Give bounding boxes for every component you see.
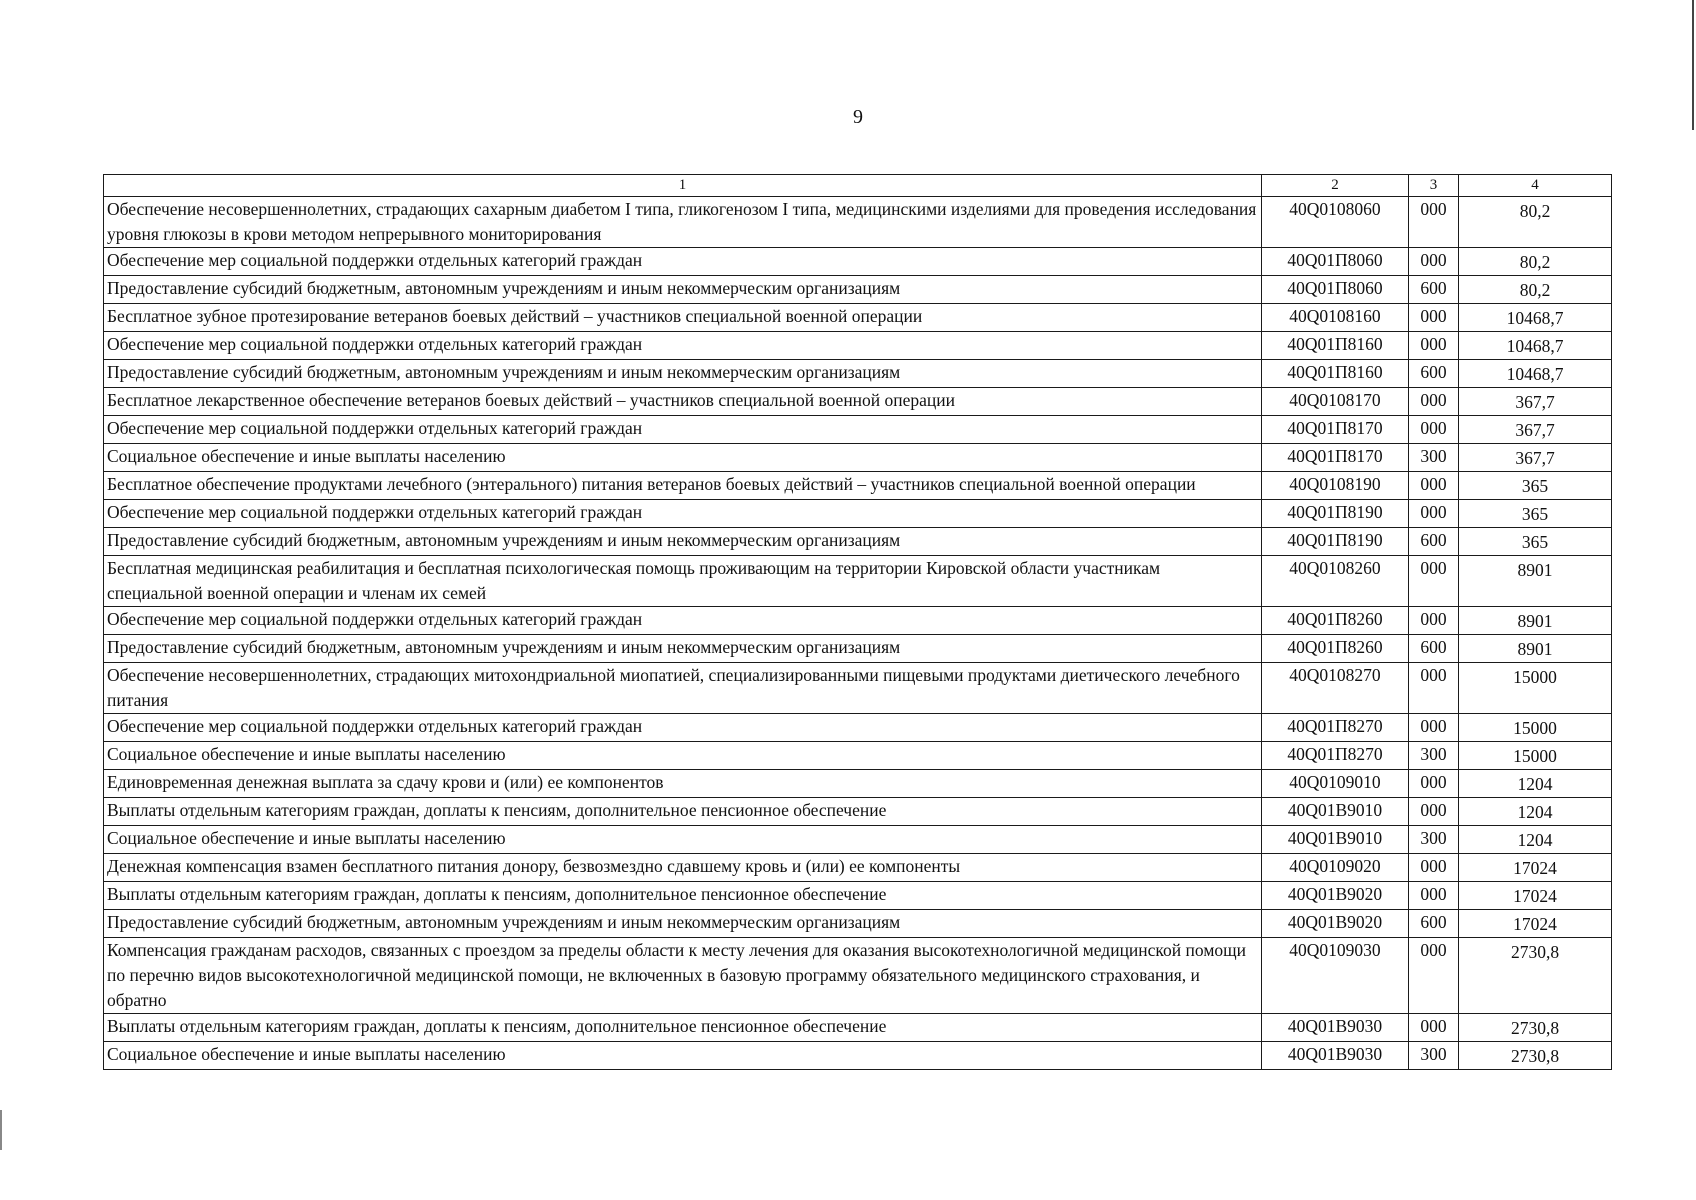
row-name-cell: Выплаты отдельным категориям граждан, доплаты к пенсиям, дополнительное пенсионное обеспечение [104, 1014, 1262, 1042]
row-type-cell: 300 [1409, 742, 1459, 770]
row-type-cell: 000 [1409, 854, 1459, 882]
row-name-cell: Единовременная денежная выплата за сдачу крови и (или) ее компонентов [104, 770, 1262, 798]
row-name-cell: Предоставление субсидий бюджетным, автономным учреждениям и иным некоммерческим организациям [104, 635, 1262, 663]
row-type-cell: 300 [1409, 444, 1459, 472]
row-type-cell: 000 [1409, 663, 1459, 714]
row-name-cell: Обеспечение несовершеннолетних, страдающих митохондриальной миопатией, специализированными пищевыми продуктами диетического лечебного питания [104, 663, 1262, 714]
row-type-cell: 000 [1409, 416, 1459, 444]
row-name-cell: Предоставление субсидий бюджетным, автономным учреждениям и иным некоммерческим организациям [104, 360, 1262, 388]
row-type-cell: 000 [1409, 607, 1459, 635]
table-row [104, 472, 1612, 500]
table-row [104, 635, 1612, 663]
row-type-cell: 600 [1409, 528, 1459, 556]
table-row [104, 607, 1612, 635]
row-code-cell: 40Q0108160 [1262, 304, 1409, 332]
table-row [104, 798, 1612, 826]
row-sum-cell: 2730,8 [1459, 1014, 1612, 1042]
row-name-cell: Обеспечение мер социальной поддержки отдельных категорий граждан [104, 714, 1262, 742]
row-sum-cell: 365 [1459, 472, 1612, 500]
row-sum-cell: 10468,7 [1459, 332, 1612, 360]
row-sum-cell: 17024 [1459, 910, 1612, 938]
table-row [104, 1014, 1612, 1042]
table-row [104, 714, 1612, 742]
table-row [104, 663, 1612, 714]
row-type-cell: 000 [1409, 388, 1459, 416]
row-code-cell: 40Q0108270 [1262, 663, 1409, 714]
row-name-cell: Обеспечение мер социальной поддержки отдельных категорий граждан [104, 607, 1262, 635]
row-code-cell: 40Q01П8260 [1262, 635, 1409, 663]
table-row [104, 197, 1612, 248]
row-name-cell: Обеспечение мер социальной поддержки отдельных категорий граждан [104, 248, 1262, 276]
table-row [104, 910, 1612, 938]
row-type-cell: 000 [1409, 798, 1459, 826]
row-type-cell: 000 [1409, 556, 1459, 607]
row-type-cell: 000 [1409, 332, 1459, 360]
row-type-cell: 000 [1409, 882, 1459, 910]
table-row [104, 938, 1612, 1014]
row-type-cell: 000 [1409, 1014, 1459, 1042]
row-name-cell: Социальное обеспечение и иные выплаты населению [104, 742, 1262, 770]
row-sum-cell: 2730,8 [1459, 1042, 1612, 1070]
row-sum-cell: 17024 [1459, 882, 1612, 910]
scan-edge-mark [0, 1110, 2, 1150]
row-type-cell: 000 [1409, 714, 1459, 742]
row-sum-cell: 8901 [1459, 635, 1612, 663]
row-type-cell: 000 [1409, 197, 1459, 248]
row-name-cell: Предоставление субсидий бюджетным, автономным учреждениям и иным некоммерческим организациям [104, 910, 1262, 938]
table-row [104, 248, 1612, 276]
table-row [104, 1042, 1612, 1070]
page-number: 9 [853, 106, 863, 128]
row-name-cell: Бесплатное зубное протезирование ветеранов боевых действий – участников специальной военной операции [104, 304, 1262, 332]
row-code-cell: 40Q0108190 [1262, 472, 1409, 500]
row-sum-cell: 80,2 [1459, 197, 1612, 248]
table-row [104, 444, 1612, 472]
row-name-cell: Обеспечение мер социальной поддержки отдельных категорий граждан [104, 416, 1262, 444]
row-sum-cell: 367,7 [1459, 388, 1612, 416]
row-type-cell: 000 [1409, 304, 1459, 332]
row-type-cell: 300 [1409, 1042, 1459, 1070]
row-code-cell: 40Q01В9030 [1262, 1014, 1409, 1042]
table-header-row [104, 175, 1612, 197]
row-code-cell: 40Q01П8190 [1262, 528, 1409, 556]
row-code-cell: 40Q01В9020 [1262, 910, 1409, 938]
row-sum-cell: 1204 [1459, 798, 1612, 826]
table-row [104, 826, 1612, 854]
row-type-cell: 300 [1409, 826, 1459, 854]
row-name-cell: Социальное обеспечение и иные выплаты населению [104, 826, 1262, 854]
row-sum-cell: 15000 [1459, 742, 1612, 770]
row-code-cell: 40Q0108060 [1262, 197, 1409, 248]
row-code-cell: 40Q01В9010 [1262, 826, 1409, 854]
row-name-cell: Денежная компенсация взамен бесплатного питания донору, безвозмездно сдавшему кровь и (или) ее компоненты [104, 854, 1262, 882]
row-code-cell: 40Q01П8260 [1262, 607, 1409, 635]
row-name-cell: Бесплатное лекарственное обеспечение ветеранов боевых действий – участников специальной военной операции [104, 388, 1262, 416]
row-name-cell: Социальное обеспечение и иные выплаты населению [104, 1042, 1262, 1070]
row-sum-cell: 365 [1459, 528, 1612, 556]
row-type-cell: 000 [1409, 248, 1459, 276]
row-sum-cell: 367,7 [1459, 416, 1612, 444]
row-code-cell: 40Q0109030 [1262, 938, 1409, 1014]
column-header-3: 3 [1409, 175, 1459, 197]
row-type-cell: 000 [1409, 938, 1459, 1014]
row-code-cell: 40Q01П8160 [1262, 332, 1409, 360]
row-sum-cell: 17024 [1459, 854, 1612, 882]
column-header-1: 1 [104, 175, 1262, 197]
row-sum-cell: 80,2 [1459, 248, 1612, 276]
row-sum-cell: 365 [1459, 500, 1612, 528]
row-sum-cell: 1204 [1459, 826, 1612, 854]
row-code-cell: 40Q01П8060 [1262, 276, 1409, 304]
row-type-cell: 000 [1409, 770, 1459, 798]
row-sum-cell: 10468,7 [1459, 360, 1612, 388]
row-name-cell: Компенсация гражданам расходов, связанных с проездом за пределы области к месту лечения для оказания высокотехнологичной медицинской помощи по перечню видов высокотехнологичной медицинской помощи, не включенных в базовую программу обязательного медицинского страхования, и обратно [104, 938, 1262, 1014]
row-type-cell: 600 [1409, 910, 1459, 938]
row-sum-cell: 8901 [1459, 607, 1612, 635]
row-name-cell: Бесплатное обеспечение продуктами лечебного (энтерального) питания ветеранов боевых действий – участников специальной военной операции [104, 472, 1262, 500]
row-type-cell: 000 [1409, 500, 1459, 528]
row-code-cell: 40Q01П8270 [1262, 742, 1409, 770]
row-name-cell: Выплаты отдельным категориям граждан, доплаты к пенсиям, дополнительное пенсионное обеспечение [104, 798, 1262, 826]
row-sum-cell: 15000 [1459, 663, 1612, 714]
table-row [104, 276, 1612, 304]
row-name-cell: Предоставление субсидий бюджетным, автономным учреждениям и иным некоммерческим организациям [104, 276, 1262, 304]
table-row [104, 360, 1612, 388]
row-code-cell: 40Q01В9010 [1262, 798, 1409, 826]
row-code-cell: 40Q01В9030 [1262, 1042, 1409, 1070]
row-sum-cell: 1204 [1459, 770, 1612, 798]
row-sum-cell: 15000 [1459, 714, 1612, 742]
table-row [104, 882, 1612, 910]
budget-table [103, 174, 1612, 1070]
row-type-cell: 600 [1409, 360, 1459, 388]
table-row [104, 304, 1612, 332]
row-code-cell: 40Q01П8170 [1262, 416, 1409, 444]
row-code-cell: 40Q01В9020 [1262, 882, 1409, 910]
column-header-2: 2 [1262, 175, 1409, 197]
row-code-cell: 40Q01П8060 [1262, 248, 1409, 276]
row-name-cell: Предоставление субсидий бюджетным, автономным учреждениям и иным некоммерческим организациям [104, 528, 1262, 556]
row-code-cell: 40Q0109020 [1262, 854, 1409, 882]
row-code-cell: 40Q01П8160 [1262, 360, 1409, 388]
table-row [104, 854, 1612, 882]
row-type-cell: 600 [1409, 635, 1459, 663]
row-name-cell: Выплаты отдельным категориям граждан, доплаты к пенсиям, дополнительное пенсионное обеспечение [104, 882, 1262, 910]
table-row [104, 500, 1612, 528]
row-type-cell: 000 [1409, 472, 1459, 500]
row-code-cell: 40Q01П8170 [1262, 444, 1409, 472]
row-type-cell: 600 [1409, 276, 1459, 304]
row-sum-cell: 367,7 [1459, 444, 1612, 472]
table-row [104, 332, 1612, 360]
row-name-cell: Обеспечение мер социальной поддержки отдельных категорий граждан [104, 332, 1262, 360]
row-name-cell: Социальное обеспечение и иные выплаты населению [104, 444, 1262, 472]
row-sum-cell: 2730,8 [1459, 938, 1612, 1014]
table-row [104, 556, 1612, 607]
row-name-cell: Обеспечение мер социальной поддержки отдельных категорий граждан [104, 500, 1262, 528]
table-row [104, 416, 1612, 444]
row-code-cell: 40Q01П8270 [1262, 714, 1409, 742]
table-row [104, 388, 1612, 416]
row-code-cell: 40Q0109010 [1262, 770, 1409, 798]
row-sum-cell: 8901 [1459, 556, 1612, 607]
table-row [104, 742, 1612, 770]
row-code-cell: 40Q0108260 [1262, 556, 1409, 607]
row-sum-cell: 10468,7 [1459, 304, 1612, 332]
row-code-cell: 40Q01П8190 [1262, 500, 1409, 528]
row-sum-cell: 80,2 [1459, 276, 1612, 304]
row-name-cell: Бесплатная медицинская реабилитация и бесплатная психологическая помощь проживающим на территории Кировской области участникам специальной военной операции и членам их семей [104, 556, 1262, 607]
scan-edge-mark [1692, 0, 1694, 130]
table-row [104, 528, 1612, 556]
table-row [104, 770, 1612, 798]
row-code-cell: 40Q0108170 [1262, 388, 1409, 416]
column-header-4: 4 [1459, 175, 1612, 197]
row-name-cell: Обеспечение несовершеннолетних, страдающих сахарным диабетом I типа, гликогенозом I типа, медицинскими изделиями для проведения исследования уровня глюкозы в крови методом непрерывного мониторирования [104, 197, 1262, 248]
